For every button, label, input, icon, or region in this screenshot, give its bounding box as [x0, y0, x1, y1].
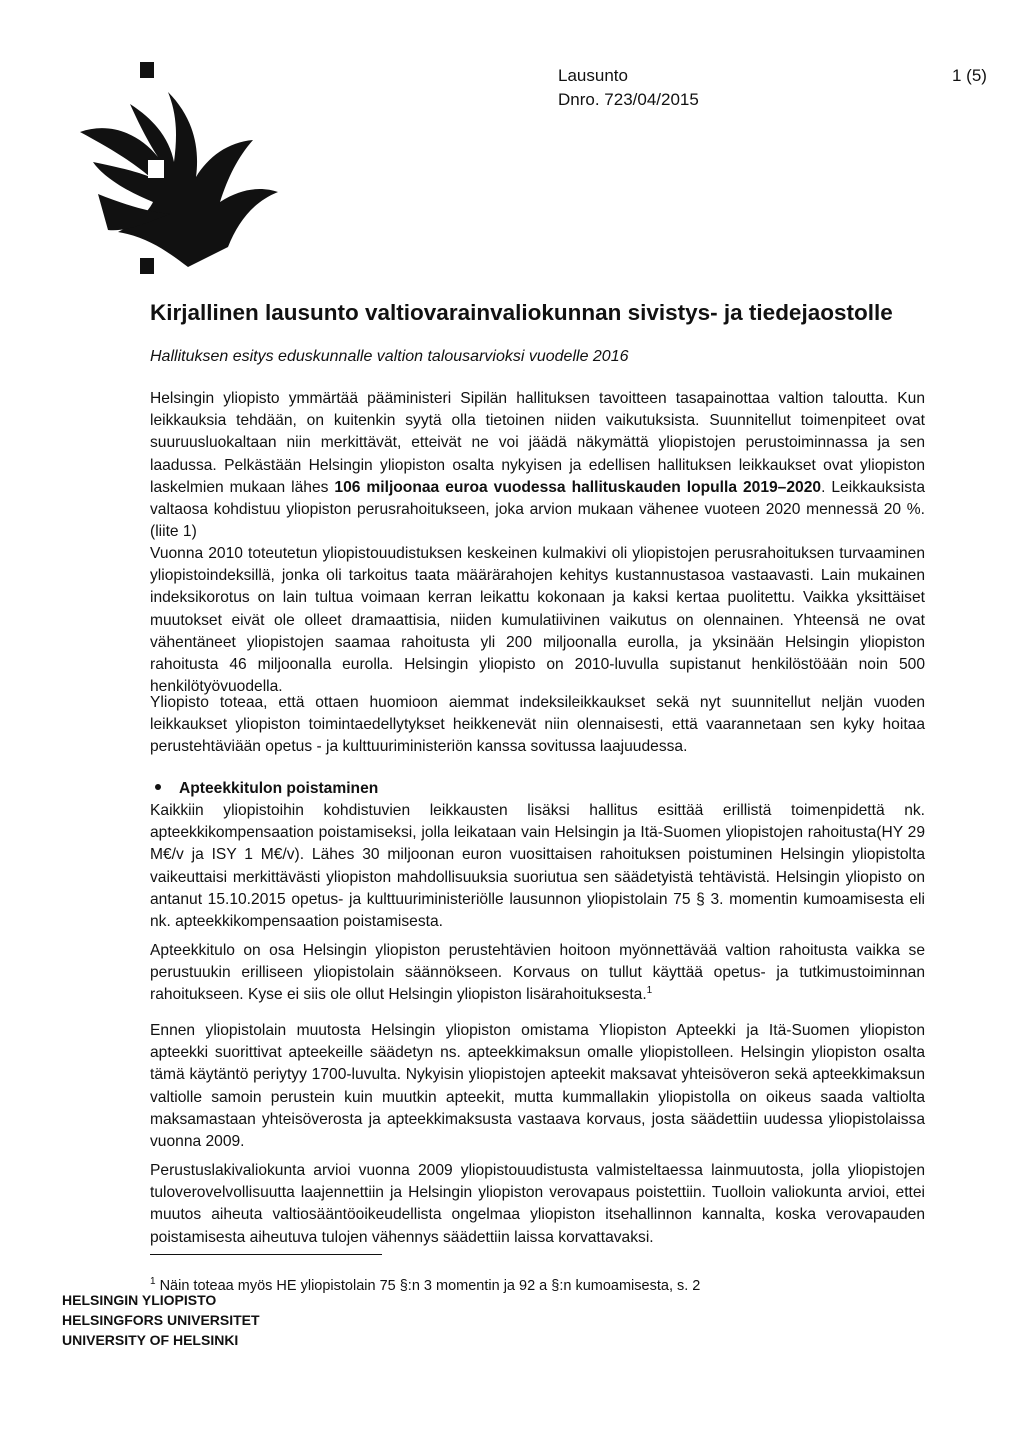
paragraph-2: Vuonna 2010 toteutetun yliopistouudistuksen keskeinen kulmakivi oli yliopistojen perusrahoituksen turvaaminen yliopistoindeksillä, jonka oli tarkoitus taata määrärahojen kehitys kustannustasoa vastaavasti. Lain mukainen indeksikorotus on lain tultua voimaan kerran leikattu kokonaan ja kaksi kertaa puolitettu. Vaikka yksittäiset muutokset eivät ole olleet dramaattisia, niiden kumulatiivinen vaikutus on olennainen. Yhteensä ne ovat vähentäneet yliopistojen saamaa rahoitusta yli 200 miljoonalla eurolla, ja yksinään Helsingin yliopiston rahoitusta 46 miljoonalla eurolla. Helsingin yliopisto on 2010-luvulla supistanut henkilöstöään noin 500 henkilötyövuodella.	[150, 545, 925, 696]
paragraph-6: Ennen yliopistolain muutosta Helsingin yliopiston omistama Yliopiston Apteekki ja Itä-Suomen yliopiston apteekki suorittivat apteekeille säädetyn ns. apteekkimaksun omalle yliopistolleen. Helsingin yliopiston osalta tämä käytäntö periytyy 1700-luvulta. Nykyisin yliopistojen apteekit maksavat yhteisöveron sekä apteekkimaksun valtiolle samoin perustein kuin muutkin apteekit, mutta kummallakin yliopistolla on oikeus saada valtiolta maksamastaan yhteisöverosta ja apteekkimaksusta vastaava korvaus, josta säädettiin uudessa yliopistolaissa vuonna 2009.	[150, 1022, 925, 1151]
footnote-text: Näin toteaa myös HE yliopistolain 75 §:n 3 momentin ja 92 a §:n kumoamisesta, s. 2	[159, 1278, 701, 1294]
university-name-en: UNIVERSITY OF HELSINKI	[62, 1332, 239, 1348]
university-flame-logo-icon	[78, 62, 278, 274]
footnote-reference: 1	[646, 985, 653, 997]
document-type: Lausunto	[558, 66, 628, 85]
paragraph-5	[150, 940, 925, 1007]
paragraph-1-text-b: . Leikkauksista valtaosa kohdistuu yliopiston perusrahoitukseen, joka arvion mukaan vähenee vuoteen 2020 mennessä 20 %.(liite 1)	[150, 478, 925, 541]
university-name-fi: HELSINGIN YLIOPISTO	[62, 1292, 217, 1308]
paragraph-7: Perustuslakivaliokunta arvioi vuonna 2009 yliopistouudistusta valmisteltaessa lainmuutosta, jolla yliopistojen tuloverovelvollisuutta laajennettiin ja Helsingin yliopiston verovapaus poistettiin. Tuolloin valiokunta arvioi, ettei muutos aiheuta valtiosääntöoikeudellista ongelmaa yliopiston itsehallinnon kannalta, koska verovapauden poistamisesta aiheutuva tulojen vähennys säädettiin laissa korvattavaksi.	[150, 1162, 925, 1246]
document-subtitle: Hallituksen esitys eduskunnalle valtion talousarvioksi vuodelle 2016	[150, 348, 629, 365]
section-heading	[150, 778, 378, 800]
page-number: 1 (5)	[952, 66, 987, 85]
paragraph-4: Kaikkiin yliopistoihin kohdistuvien leikkausten lisäksi hallitus esittää erillistä toimenpidettä nk. apteekkikompensaation poistamiseksi, jolla leikataan vain Helsingin ja Itä-Suomen yliopistojen rahoitusta(HY 29 M€/v ja ISY 1 M€/v). Lähes 30 miljoonan euron vuosittaisen rahoituksen poistuminen Helsingin yliopistolta vaikeuttaisi merkittävästi yliopiston mahdollisuuksia suoriutua sen säädetyistä tehtävistä. Helsingin yliopisto on antanut 15.10.2015 opetus- ja kulttuuriministeriölle lausunnon yliopistolain 75 § 3. momentin kumoamisesta eli nk. apteekkikompensaation poistamisesta.	[150, 802, 925, 931]
paragraph-1	[150, 388, 925, 543]
paragraph-1-text-a: Helsingin yliopisto ymmärtää pääministeri Sipilän hallituksen tavoitteen tasapainottaa valtion taloutta. Kun leikkauksia tehdään, on kuitenkin syytä olla tietoinen niiden vaikutuksista. Suunnitellut toimenpiteet ovat suuruusluokaltaan niin merkittävät, etteivät ne voi jäädä näkymättä yliopistojen perustoiminnassa ja sen laadussa. Pelkästään Helsingin yliopiston osalta nykyisen ja edellisen hallituksen leikkaukset ovat yliopiston laskelmien mukaan lähes	[150, 390, 925, 496]
paragraph-1-bold: 106 miljoonaa euroa vuodessa hallituskauden lopulla 2019–2020	[334, 478, 822, 496]
paragraph-3: Yliopisto toteaa, että ottaen huomioon aiemmat indeksileikkaukset sekä nyt suunnitellut neljän vuoden leikkaukset yliopiston toimintaedellytykset heikkenevät niin olennaisesti, että vaarannetaan sen kyky hoitaa perustehtäviään opetus - ja kulttuuriministeriön kanssa sovitussa laajuudessa.	[150, 694, 925, 756]
bullet-icon	[155, 784, 161, 790]
section-heading-text: Apteekkitulon poistaminen	[179, 780, 379, 797]
footnote-divider	[150, 1254, 382, 1255]
document-title: Kirjallinen lausunto valtiovarainvaliokunnan sivistys- ja tiedejaostolle	[150, 300, 893, 325]
paragraph-5-text: Apteekkitulo on osa Helsingin yliopiston perustehtävien hoitoon myönnettävää valtion rahoitusta vaikka se perustuukin erilliseen yliopistolain säännökseen. Korvaus on tullut käyttää opetus- ja tutkimustoiminnan rahoitukseen. Kyse ei siis ole ollut Helsingin yliopiston lisärahoituksesta.	[150, 942, 925, 1004]
university-name-sv: HELSINGFORS UNIVERSITET	[62, 1312, 260, 1328]
footnote-mark: 1	[150, 1276, 156, 1288]
document-reference-number: Dnro. 723/04/2015	[558, 90, 699, 109]
university-name-block	[62, 1290, 260, 1350]
